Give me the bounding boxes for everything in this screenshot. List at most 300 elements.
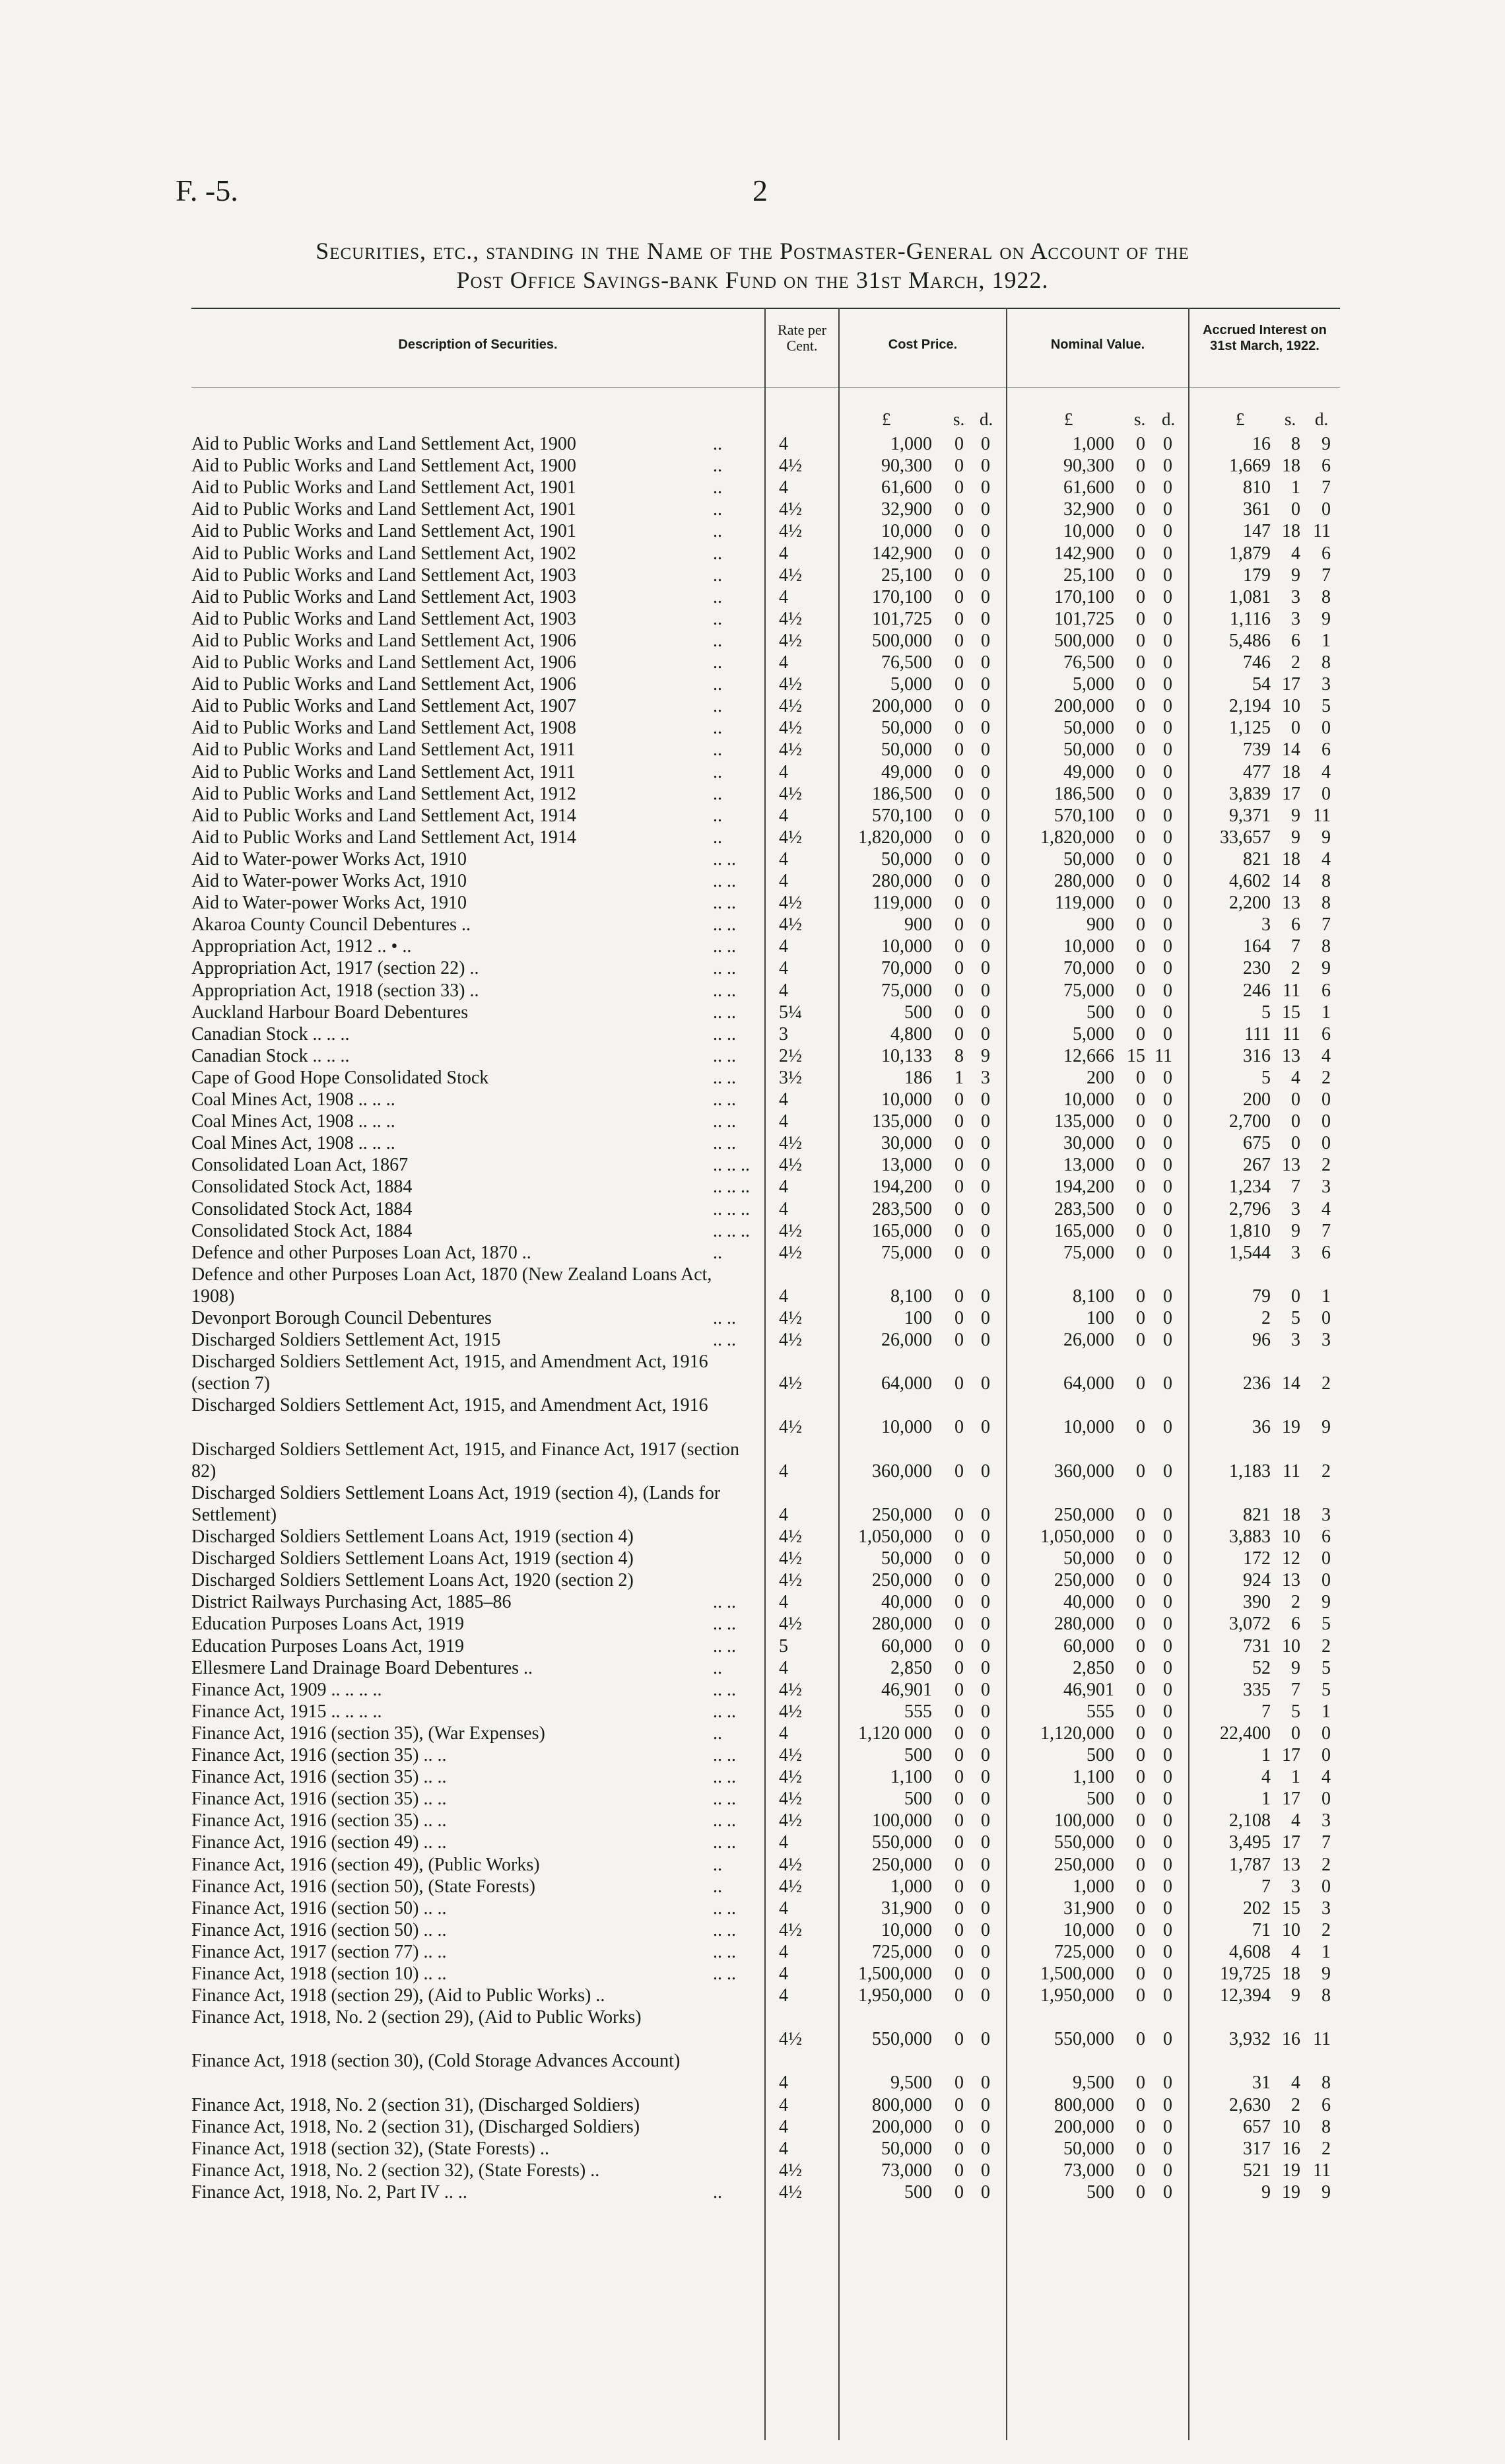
interest-pence: 7: [1321, 477, 1331, 498]
cost-pounds: 1,120 000: [858, 1723, 932, 1744]
nominal-shillings: 0: [1136, 1614, 1145, 1635]
leader-dots: .. ..: [713, 1767, 736, 1788]
unit-pound-interest: £: [1236, 409, 1245, 429]
table-row: [0, 1898, 1505, 1919]
table-row: [0, 1067, 1505, 1089]
security-description: Discharged Soldiers Settlement Act, 1915: [191, 1330, 501, 1351]
nominal-shillings: 0: [1136, 1330, 1145, 1351]
interest-pence: 8: [1321, 652, 1331, 673]
interest-pounds: 2,630: [1229, 2094, 1271, 2115]
table-row: [0, 1482, 1505, 1526]
rate-per-cent: 4½: [779, 1133, 802, 1154]
leader-dots: .. ..: [713, 980, 736, 1001]
cost-pence: 0: [981, 1417, 990, 1438]
nominal-pence: 0: [1163, 1679, 1172, 1700]
nominal-pounds: 2,850: [1073, 1657, 1114, 1678]
nominal-shillings: 0: [1136, 1592, 1145, 1613]
security-description: Aid to Public Works and Land Settlement Act, 1906: [191, 630, 576, 651]
cost-pounds: 64,000: [881, 1373, 932, 1394]
nominal-pounds: 500: [1087, 1002, 1114, 1023]
security-description: Canadian Stock .. .. ..: [191, 1023, 350, 1044]
cost-shillings: 0: [954, 761, 964, 782]
rate-per-cent: 4: [779, 1723, 788, 1744]
cost-pence: 0: [981, 1023, 990, 1044]
nominal-pounds: 100: [1087, 1308, 1114, 1328]
nominal-pounds: 10,000: [1063, 521, 1114, 542]
rate-per-cent: 4: [779, 652, 788, 673]
cost-shillings: 0: [954, 2138, 964, 2159]
nominal-pounds: 46,901: [1063, 1679, 1114, 1700]
cost-pounds: 4,800: [890, 1023, 932, 1044]
rate-per-cent: 4: [779, 586, 788, 607]
cost-pence: 0: [981, 2029, 990, 2050]
cost-shillings: 0: [954, 2029, 964, 2050]
rate-per-cent: 4½: [779, 1526, 802, 1547]
security-description: Consolidated Loan Act, 1867: [191, 1155, 409, 1176]
interest-shillings: 4: [1291, 1067, 1300, 1088]
nominal-pounds: 1,000: [1073, 1876, 1114, 1897]
cost-pence: 0: [981, 1592, 990, 1613]
nominal-shillings: 0: [1136, 1767, 1145, 1788]
nominal-pence: 0: [1163, 1242, 1172, 1263]
nominal-shillings: 0: [1136, 1460, 1145, 1482]
rate-per-cent: 4: [779, 1177, 788, 1198]
cost-pence: 0: [981, 1810, 990, 1831]
interest-pence: 9: [1321, 827, 1331, 848]
interest-shillings: 17: [1282, 783, 1300, 804]
interest-shillings: 10: [1282, 696, 1300, 717]
nominal-shillings: 0: [1136, 1985, 1145, 2006]
interest-shillings: 3: [1291, 1242, 1300, 1263]
cost-pence: 0: [981, 1220, 990, 1241]
cost-pounds: 13,000: [881, 1155, 932, 1176]
nominal-shillings: 0: [1136, 1745, 1145, 1765]
cost-shillings: 0: [954, 739, 964, 761]
cost-shillings: 0: [954, 543, 964, 564]
nominal-pounds: 200,000: [1054, 2116, 1114, 2137]
nominal-shillings: 0: [1136, 958, 1145, 979]
nominal-pence: 0: [1163, 1330, 1172, 1351]
cost-shillings: 0: [954, 1526, 964, 1547]
security-description: Finance Act, 1918, No. 2 (section 29), (Aid to Public Works): [191, 2007, 642, 2028]
rate-per-cent: 4½: [779, 827, 802, 848]
cost-pence: 0: [981, 456, 990, 477]
nominal-pence: 0: [1163, 1985, 1172, 2006]
interest-pence: 0: [1321, 499, 1331, 520]
cost-shillings: 0: [954, 630, 964, 651]
nominal-pence: 0: [1163, 2094, 1172, 2115]
security-description: Discharged Soldiers Settlement Loans Act, 1920 (section 2): [191, 1570, 634, 1591]
table-row: [0, 2116, 1505, 2138]
interest-pence: 4: [1321, 761, 1331, 782]
interest-shillings: 13: [1282, 1570, 1300, 1591]
interest-shillings: 16: [1282, 2138, 1300, 2159]
interest-pence: 3: [1321, 1177, 1331, 1198]
cost-pence: 0: [981, 543, 990, 564]
leader-dots: ..: [713, 1657, 722, 1678]
nominal-pence: 0: [1163, 1898, 1172, 1919]
interest-shillings: 18: [1282, 521, 1300, 542]
rate-per-cent: 4½: [779, 1548, 802, 1569]
cost-shillings: 0: [954, 1198, 964, 1219]
nominal-shillings: 0: [1136, 696, 1145, 717]
nominal-pounds: 32,900: [1063, 499, 1114, 520]
rate-per-cent: 4: [779, 2116, 788, 2137]
security-description: Discharged Soldiers Settlement Loans Act, 1919 (section 4): [191, 1548, 634, 1569]
cost-pence: 0: [981, 1373, 990, 1394]
cost-pence: 0: [981, 1745, 990, 1765]
cost-shillings: 0: [954, 2182, 964, 2203]
cost-shillings: 0: [954, 2116, 964, 2137]
leader-dots: .. ..: [713, 1133, 736, 1154]
rate-per-cent: 4½: [779, 1876, 802, 1897]
interest-pence: 8: [1321, 936, 1331, 957]
security-description: Aid to Public Works and Land Settlement Act, 1901: [191, 499, 576, 520]
interest-pounds: 19,725: [1220, 1964, 1271, 1984]
interest-pence: 7: [1321, 565, 1331, 586]
security-description: Aid to Public Works and Land Settlement Act, 1901: [191, 477, 576, 498]
security-description: Consolidated Stock Act, 1884: [191, 1220, 413, 1241]
table-row: [0, 717, 1505, 739]
security-description: Aid to Public Works and Land Settlement Act, 1903: [191, 608, 576, 629]
interest-pounds: 1,234: [1229, 1177, 1271, 1198]
nominal-pence: 0: [1163, 805, 1172, 826]
nominal-pence: 0: [1163, 543, 1172, 564]
interest-pounds: 71: [1252, 1919, 1271, 1940]
interest-pence: 6: [1321, 1526, 1331, 1547]
security-description: Finance Act, 1916 (section 35) .. ..: [191, 1810, 447, 1831]
interest-shillings: 18: [1282, 1964, 1300, 1984]
cost-shillings: 0: [954, 1023, 964, 1044]
cost-shillings: 0: [954, 499, 964, 520]
security-description: Discharged Soldiers Settlement Act, 1915, and Finance Act, 1917 (section 82): [191, 1439, 739, 1482]
cost-pence: 0: [981, 674, 990, 695]
cost-shillings: 0: [954, 608, 964, 629]
leader-dots: .. ..: [713, 1789, 736, 1810]
interest-pence: 1: [1321, 1701, 1331, 1722]
cost-shillings: 0: [954, 1941, 964, 1962]
interest-pence: 6: [1321, 1023, 1331, 1044]
nominal-pence: 0: [1163, 1941, 1172, 1962]
leader-dots: ..: [713, 1876, 722, 1897]
nominal-shillings: 0: [1136, 1373, 1145, 1394]
leader-dots: ..: [713, 630, 722, 651]
leader-dots: .. .. ..: [713, 1155, 750, 1176]
interest-pounds: 3,839: [1229, 783, 1271, 804]
column-header-nominal: Nominal Value.: [1050, 337, 1145, 352]
cost-pence: 0: [981, 1177, 990, 1198]
nominal-pence: 0: [1163, 936, 1172, 957]
interest-pence: 8: [1321, 2072, 1331, 2094]
nominal-shillings: 0: [1136, 1308, 1145, 1328]
rate-per-cent: 4½: [779, 1679, 802, 1700]
cost-shillings: 0: [954, 936, 964, 957]
interest-pounds: 675: [1243, 1133, 1271, 1154]
cost-pence: 0: [981, 1526, 990, 1547]
nominal-pounds: 1,000: [1073, 434, 1114, 454]
nominal-pounds: 119,000: [1055, 893, 1114, 914]
interest-pounds: 79: [1252, 1285, 1271, 1307]
nominal-pounds: 76,500: [1063, 652, 1114, 673]
interest-shillings: 7: [1291, 1679, 1300, 1700]
table-row: [0, 1876, 1505, 1898]
rate-per-cent: 4: [779, 980, 788, 1001]
interest-shillings: 17: [1282, 1832, 1300, 1853]
nominal-pounds: 1,050,000: [1040, 1526, 1114, 1547]
cost-shillings: 0: [954, 1460, 964, 1482]
nominal-shillings: 0: [1136, 2160, 1145, 2181]
interest-pounds: 1,810: [1229, 1220, 1271, 1241]
cost-shillings: 0: [954, 477, 964, 498]
security-description: Aid to Public Works and Land Settlement Act, 1902: [191, 543, 576, 564]
interest-shillings: 6: [1291, 914, 1300, 936]
rate-per-cent: 4½: [779, 1919, 802, 1940]
cost-pence: 0: [981, 761, 990, 782]
cost-pence: 0: [981, 1635, 990, 1657]
interest-shillings: 4: [1291, 543, 1300, 564]
cost-pounds: 186: [904, 1067, 932, 1088]
rate-per-cent: 4: [779, 1198, 788, 1219]
table-row: [0, 936, 1505, 957]
interest-pounds: 2,796: [1229, 1198, 1271, 1219]
interest-pence: 6: [1321, 456, 1331, 477]
leader-dots: ..: [713, 608, 722, 629]
security-description: Finance Act, 1916 (section 35) .. ..: [191, 1745, 447, 1765]
security-description: Aid to Public Works and Land Settlement Act, 1912: [191, 783, 576, 804]
table-row: [0, 761, 1505, 783]
nominal-pounds: 1,950,000: [1040, 1985, 1114, 2006]
cost-pounds: 500: [904, 1745, 932, 1765]
interest-shillings: 15: [1282, 1002, 1300, 1023]
cost-pounds: 1,050,000: [858, 1526, 932, 1547]
interest-shillings: 4: [1291, 1810, 1300, 1831]
security-description: Aid to Public Works and Land Settlement Act, 1903: [191, 586, 576, 607]
nominal-shillings: 0: [1136, 893, 1145, 914]
table-row: [0, 1657, 1505, 1679]
table-row: [0, 543, 1505, 565]
cost-pence: 0: [981, 1941, 990, 1962]
security-description: Akaroa County Council Debentures ..: [191, 914, 471, 936]
interest-pounds: 1,081: [1229, 586, 1271, 607]
interest-pence: 11: [1313, 2029, 1331, 2050]
nominal-pence: 0: [1163, 914, 1172, 936]
interest-pence: 3: [1321, 1810, 1331, 1831]
nominal-shillings: 0: [1136, 805, 1145, 826]
cost-pounds: 170,100: [872, 586, 932, 607]
table-row: [0, 1220, 1505, 1242]
cost-shillings: 0: [954, 1111, 964, 1132]
interest-pounds: 9: [1261, 2182, 1271, 2203]
nominal-pence: 0: [1163, 1614, 1172, 1635]
cost-shillings: 0: [954, 1745, 964, 1765]
cost-pence: 0: [981, 1002, 990, 1023]
cost-pounds: 142,900: [872, 543, 932, 564]
rate-per-cent: 4½: [779, 783, 802, 804]
nominal-pence: 0: [1163, 893, 1172, 914]
interest-shillings: 10: [1282, 2116, 1300, 2137]
leader-dots: ..: [713, 761, 722, 782]
cost-pence: 0: [981, 1657, 990, 1678]
table-row: [0, 1154, 1505, 1176]
cost-pounds: 10,000: [881, 936, 932, 957]
nominal-pence: 0: [1163, 1002, 1172, 1023]
rate-per-cent: 4: [779, 1089, 788, 1110]
cost-shillings: 0: [954, 1242, 964, 1263]
cost-shillings: 0: [954, 2094, 964, 2115]
nominal-pence: 0: [1163, 1701, 1172, 1722]
rate-per-cent: 4: [779, 1832, 788, 1853]
cost-shillings: 0: [954, 1701, 964, 1722]
nominal-pence: 0: [1163, 739, 1172, 761]
interest-shillings: 7: [1291, 936, 1300, 957]
nominal-shillings: 0: [1136, 1285, 1145, 1307]
interest-shillings: 1: [1291, 1767, 1300, 1788]
nominal-shillings: 0: [1136, 2138, 1145, 2159]
security-description: Education Purposes Loans Act, 1919: [191, 1614, 464, 1635]
cost-pence: 0: [981, 2094, 990, 2115]
nominal-shillings: 0: [1136, 1854, 1145, 1875]
cost-pounds: 550,000: [872, 2029, 932, 2050]
nominal-pence: 0: [1163, 1635, 1172, 1657]
nominal-pence: 0: [1163, 1373, 1172, 1394]
interest-pence: 2: [1321, 1373, 1331, 1394]
leader-dots: .. ..: [713, 936, 736, 957]
interest-pence: 0: [1321, 1789, 1331, 1810]
title-line-2: Post Office Savings-bank Fund on the 31st March, 1922.: [456, 267, 1049, 293]
nominal-shillings: 0: [1136, 761, 1145, 782]
cost-pounds: 250,000: [872, 1854, 932, 1875]
interest-pounds: 52: [1252, 1657, 1271, 1678]
rate-per-cent: 4½: [779, 1614, 802, 1635]
interest-shillings: 10: [1282, 1635, 1300, 1657]
interest-shillings: 9: [1291, 1985, 1300, 2006]
interest-pence: 0: [1321, 1111, 1331, 1132]
nominal-pence: 0: [1163, 630, 1172, 651]
security-description: Finance Act, 1916 (section 49) .. ..: [191, 1832, 447, 1853]
security-description: Finance Act, 1918, No. 2 (section 31), (Discharged Soldiers): [191, 2094, 640, 2115]
leader-dots: .. ..: [713, 1635, 736, 1657]
rate-per-cent: 3: [779, 1023, 788, 1044]
interest-pounds: 924: [1243, 1570, 1271, 1591]
leader-dots: ..: [713, 696, 722, 717]
security-description: Aid to Public Works and Land Settlement Act, 1903: [191, 565, 576, 586]
cost-pence: 0: [981, 1330, 990, 1351]
cost-pounds: 50,000: [881, 718, 932, 739]
interest-pounds: 3,072: [1229, 1614, 1271, 1635]
security-description: Coal Mines Act, 1908 .. .. ..: [191, 1111, 395, 1132]
interest-shillings: 0: [1291, 718, 1300, 739]
interest-pence: 4: [1321, 1045, 1331, 1066]
interest-shillings: 3: [1291, 1876, 1300, 1897]
interest-pence: 6: [1321, 2094, 1331, 2115]
leader-dots: .. ..: [713, 914, 736, 936]
table-row: [0, 695, 1505, 717]
rate-per-cent: 4: [779, 848, 788, 870]
interest-shillings: 18: [1282, 761, 1300, 782]
interest-pence: 0: [1321, 1308, 1331, 1328]
security-description: Finance Act, 1916 (section 50), (State Forests): [191, 1876, 536, 1897]
rate-per-cent: 4: [779, 1592, 788, 1613]
interest-pounds: 390: [1243, 1592, 1271, 1613]
cost-shillings: 0: [954, 1592, 964, 1613]
security-description: Defence and other Purposes Loan Act, 1870 (New Zealand Loans Act, 1908): [191, 1264, 712, 1307]
nominal-shillings: 0: [1136, 1919, 1145, 1940]
table-row: [0, 1329, 1505, 1351]
cost-pounds: 50,000: [881, 848, 932, 870]
table-row: [0, 1569, 1505, 1591]
interest-pounds: 246: [1243, 980, 1271, 1001]
nominal-shillings: 0: [1136, 2182, 1145, 2203]
nominal-shillings: 0: [1136, 871, 1145, 891]
nominal-shillings: 0: [1136, 1657, 1145, 1678]
cost-pounds: 550,000: [872, 1832, 932, 1853]
table-row: [0, 1985, 1505, 2006]
security-description: Discharged Soldiers Settlement Act, 1915, and Amendment Act, 1916 (section 7): [191, 1352, 708, 1394]
leader-dots: .. ..: [713, 893, 736, 914]
leader-dots: .. ..: [713, 1941, 736, 1962]
nominal-pence: 0: [1163, 499, 1172, 520]
security-description: Defence and other Purposes Loan Act, 1870 ..: [191, 1242, 531, 1263]
interest-shillings: 17: [1282, 674, 1300, 695]
table-row: [0, 1045, 1505, 1067]
rate-per-cent: 4½: [779, 1789, 802, 1810]
interest-shillings: 14: [1282, 1373, 1300, 1394]
interest-pounds: 316: [1243, 1045, 1271, 1066]
interest-pence: 6: [1321, 543, 1331, 564]
nominal-pence: 0: [1163, 2029, 1172, 2050]
cost-pounds: 8,100: [890, 1285, 932, 1307]
leader-dots: .. ..: [713, 1679, 736, 1700]
cost-pence: 0: [981, 2072, 990, 2094]
nominal-shillings: 0: [1136, 1526, 1145, 1547]
cost-shillings: 0: [954, 1570, 964, 1591]
nominal-pounds: 90,300: [1063, 456, 1114, 477]
interest-pounds: 657: [1243, 2116, 1271, 2137]
rate-per-cent: 4: [779, 2094, 788, 2115]
interest-pence: 6: [1321, 980, 1331, 1001]
cost-pence: 0: [981, 871, 990, 891]
interest-pounds: 33,657: [1220, 827, 1271, 848]
interest-pounds: 3: [1261, 914, 1271, 936]
security-description: Aid to Public Works and Land Settlement Act, 1914: [191, 805, 576, 826]
nominal-pounds: 64,000: [1063, 1373, 1114, 1394]
cost-shillings: 0: [954, 456, 964, 477]
table-row: [0, 433, 1505, 455]
nominal-pence: 0: [1163, 1789, 1172, 1810]
interest-pounds: 164: [1243, 936, 1271, 957]
cost-shillings: 0: [954, 1002, 964, 1023]
cost-pounds: 10,000: [881, 521, 932, 542]
unit-pound-cost: £: [882, 409, 891, 429]
cost-pounds: 500: [904, 1789, 932, 1810]
nominal-pence: 0: [1163, 652, 1172, 673]
nominal-shillings: 0: [1136, 434, 1145, 454]
interest-pence: 8: [1321, 1985, 1331, 2006]
table-row: [0, 498, 1505, 520]
rate-per-cent: 5: [779, 1635, 788, 1657]
leader-dots: ..: [713, 434, 722, 454]
cost-pence: 0: [981, 1919, 990, 1940]
nominal-pence: 0: [1163, 1308, 1172, 1328]
interest-pence: 2: [1321, 1854, 1331, 1875]
interest-pounds: 179: [1243, 565, 1271, 586]
leader-dots: ..: [713, 674, 722, 695]
nominal-shillings: 0: [1136, 499, 1145, 520]
leader-dots: ..: [713, 805, 722, 826]
leader-dots: .. ..: [713, 1330, 736, 1351]
table-row: [0, 827, 1505, 848]
leader-dots: .. ..: [713, 958, 736, 979]
